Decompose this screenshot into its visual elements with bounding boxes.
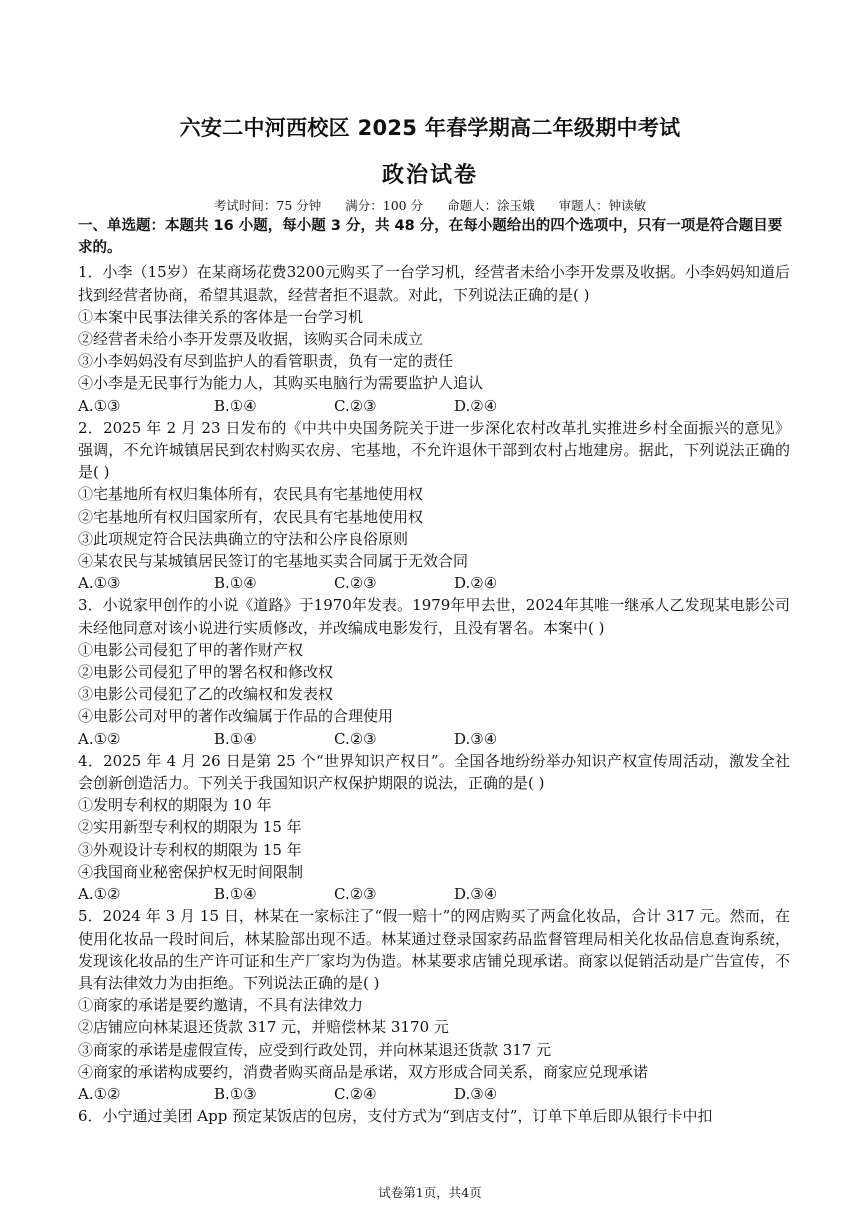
answer-choice: B.①④ xyxy=(214,729,257,748)
statement-option: ③电影公司侵犯了乙的改编权和发表权 xyxy=(78,685,334,704)
question-4 xyxy=(78,750,790,905)
statement-option: ②电影公司侵犯了甲的署名权和修改权 xyxy=(78,663,334,682)
question-stem: 5．2024 年 3 月 15 日，林某在一家标注了“假一赔十”的网店购买了两盒化妆品，合计 317 元。然而，在使用化妆品一段时间后，林某脸部出现不适。林某通过登录国家药品监督管理局相关化妆品信息查询系统，发现该化妆品的生产许可证和生产厂家均为伪造。林某要求店铺兑现承诺。商家以促销活动是广告宣传，不具有法律效力为由拒绝。下列说法正确的是( ) xyxy=(78,907,790,992)
statement-option: ①商家的承诺是要约邀请，不具有法律效力 xyxy=(78,996,364,1015)
answer-choice: A.①③ xyxy=(78,574,121,593)
answer-choice: D.②④ xyxy=(454,574,498,593)
statement-option: ③商家的承诺是虚假宣传，应受到行政处罚，并向林某退还货款 317 元 xyxy=(78,1040,552,1059)
statement-option: ④某农民与某城镇居民签订的宅基地买卖合同属于无效合同 xyxy=(78,552,469,571)
answer-choice: A.①② xyxy=(78,885,121,904)
question-list xyxy=(78,261,790,1127)
statement-option: ②经营者未给小李开发票及收据，该购买合同未成立 xyxy=(78,330,424,349)
answer-choice: A.①② xyxy=(78,729,121,748)
answer-choice: B.①③ xyxy=(214,1084,257,1103)
question-5 xyxy=(78,905,790,1105)
answer-choice: D.②④ xyxy=(454,396,498,415)
statement-option: ①宅基地所有权归集体所有，农民具有宅基地使用权 xyxy=(78,485,424,504)
answer-choice: C.②③ xyxy=(334,396,377,415)
exam-subject: 政治试卷 xyxy=(381,163,478,188)
answer-choice: D.③④ xyxy=(454,885,498,904)
statement-option: ②宅基地所有权归国家所有，农民具有宅基地使用权 xyxy=(78,507,424,526)
question-stem: 2．2025 年 2 月 23 日发布的《中共中央国务院关于进一步深化农村改革扎实推进乡村全面振兴的意见》强调，不允许城镇居民到农村购买农房、宅基地，不允许退休干部到农村占地建房。据此，下列说法正确的是( ) xyxy=(78,418,790,482)
answer-choice: D.③④ xyxy=(454,729,498,748)
exam-full-score: 满分：100 分 xyxy=(345,198,424,213)
section-heading: 一、单选题：本题共 16 小题，每小题 3 分，共 48 分，在每小题给出的四个选项中，只有一项是符合题目要求的。 xyxy=(78,218,783,257)
answer-choice: C.②③ xyxy=(334,885,377,904)
statement-option: ③小李妈妈没有尽到监护人的看管职责，负有一定的责任 xyxy=(78,352,454,371)
statement-option: ③此项规定符合民法典确立的守法和公序良俗原则 xyxy=(78,529,409,548)
answer-choices xyxy=(78,395,790,417)
answer-choice: A.①② xyxy=(78,1084,121,1103)
statement-option: ④商家的承诺构成要约，消费者购买商品是承诺，双方形成合同关系，商家应兑现承诺 xyxy=(78,1062,649,1081)
page-footer: 试卷第1页，共4页 xyxy=(378,1185,482,1200)
answer-choice: B.①④ xyxy=(214,574,257,593)
statement-option: ①发明专利权的期限为 10 年 xyxy=(78,796,272,815)
statement-option: ④电影公司对甲的著作改编属于作品的合理使用 xyxy=(78,707,394,726)
answer-choice: C.②④ xyxy=(334,1084,377,1103)
statement-option: ④我国商业秘密保护权无时间限制 xyxy=(78,862,304,881)
answer-choice: B.①④ xyxy=(214,396,257,415)
statement-option: ①本案中民事法律关系的客体是一台学习机 xyxy=(78,307,364,326)
answer-choices xyxy=(78,1083,790,1105)
answer-choices xyxy=(78,883,790,905)
answer-choice: D.③④ xyxy=(454,1084,498,1103)
exam-title: 六安二中河西校区 2025 年春学期高二年级期中考试 xyxy=(179,116,681,140)
question-stem: 3．小说家甲创作的小说《道路》于1970年发表。1979年甲去世，2024年其唯一继承人乙发现某电影公司未经他同意对该小说进行实质修改，并改编成电影发行，且没有署名。本案中( ) xyxy=(78,596,790,637)
question-stem: 6．小宁通过美团 App 预定某饭店的包房，支付方式为“到店支付”，订单下单后即从银行卡中扣 xyxy=(78,1107,713,1126)
answer-choice: B.①④ xyxy=(214,885,257,904)
exam-author: 命题人：涂玉娥 xyxy=(447,198,535,213)
statement-option: ③外观设计专利权的期限为 15 年 xyxy=(78,840,302,859)
exam-body xyxy=(78,215,790,1127)
exam-reviewer: 审题人：钟读敏 xyxy=(558,198,647,213)
answer-choice: A.①③ xyxy=(78,396,121,415)
question-stem: 1．小李（15岁）在某商场花费3200元购买了一台学习机，经营者未给小李开发票及收据。小李妈妈知道后找到经营者协商，希望其退款，经营者拒不退款。对此，下列说法正确的是( ) xyxy=(78,263,790,304)
answer-choices xyxy=(78,572,790,594)
exam-meta xyxy=(0,196,860,214)
answer-choices xyxy=(78,728,790,750)
statement-option: ②店铺应向林某退还货款 317 元，并赔偿林某 3170 元 xyxy=(78,1018,449,1037)
question-1 xyxy=(78,261,790,416)
answer-choice: C.②③ xyxy=(334,574,377,593)
question-6 xyxy=(78,1105,790,1127)
exam-duration: 考试时间：75 分钟 xyxy=(213,198,322,213)
statement-option: ①电影公司侵犯了甲的著作财产权 xyxy=(78,640,304,659)
question-stem: 4．2025 年 4 月 26 日是第 25 个“世界知识产权日”。全国各地纷纷举办知识产权宣传周活动，激发全社会创新创造活力。下列关于我国知识产权保护期限的说法，正确的是( ) xyxy=(78,751,790,793)
answer-choice: C.②③ xyxy=(334,729,377,748)
statement-option: ④小李是无民事行为能力人，其购买电脑行为需要监护人追认 xyxy=(78,374,484,393)
question-3 xyxy=(78,594,790,749)
statement-option: ②实用新型专利权的期限为 15 年 xyxy=(78,818,302,837)
question-2 xyxy=(78,417,790,595)
